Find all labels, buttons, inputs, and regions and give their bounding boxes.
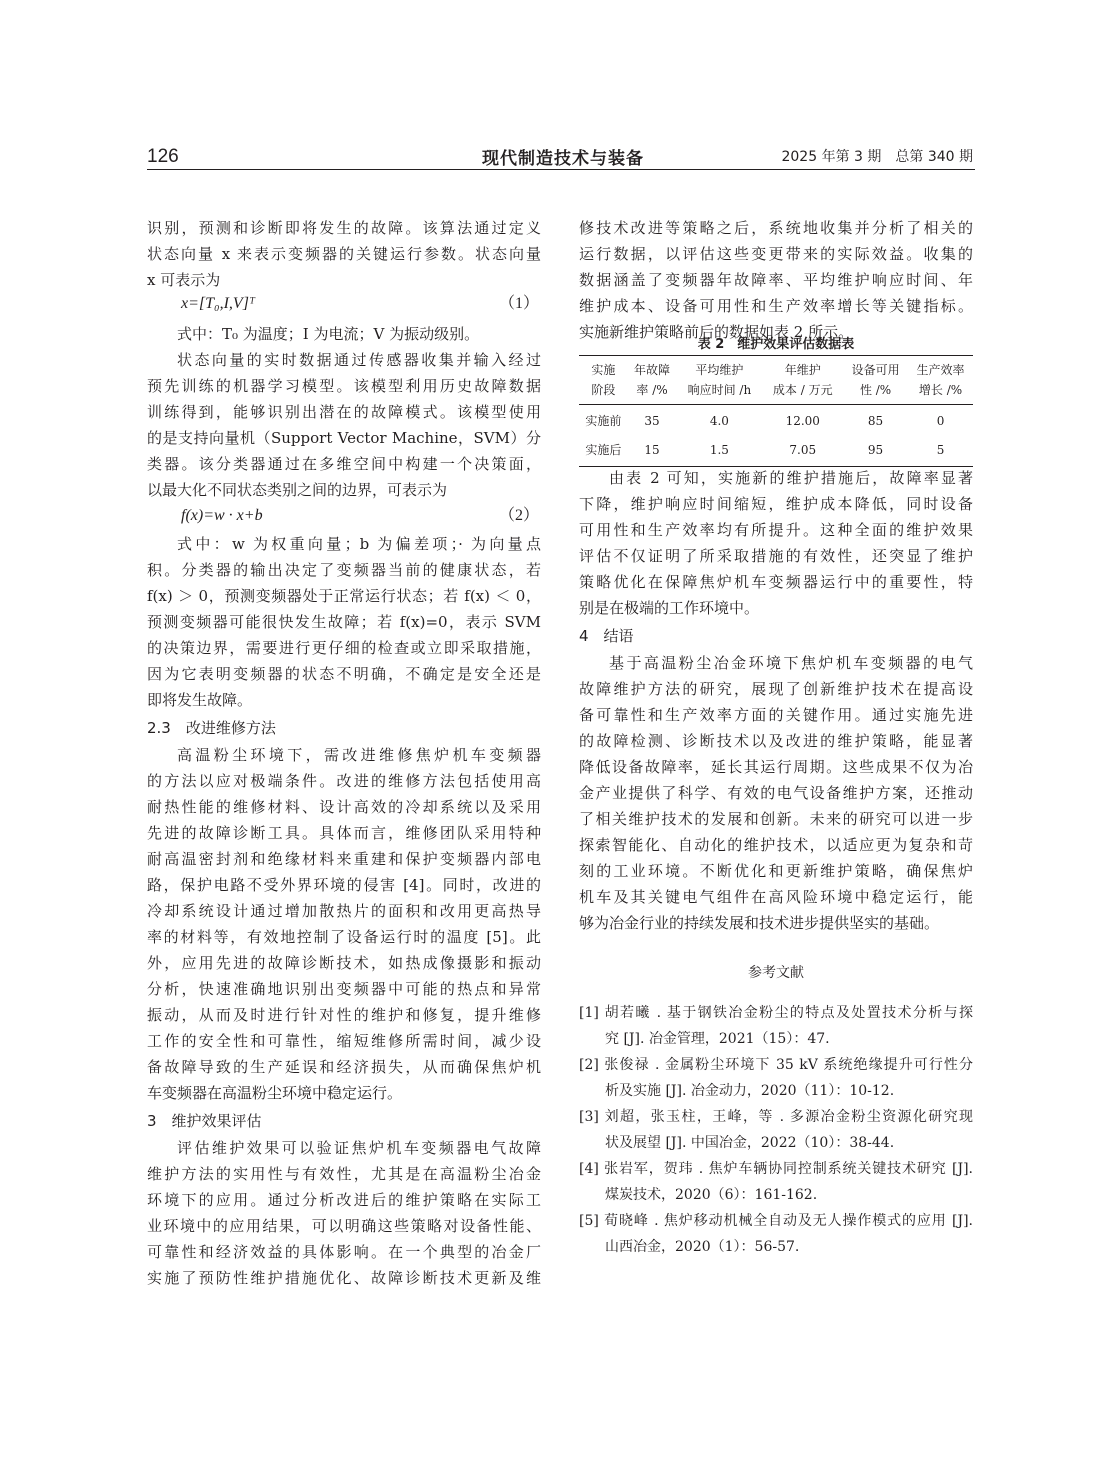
section-heading: 2.3 改进维修方法 (147, 719, 276, 737)
left-text-line: 的是支持向量机（Support Vector Machine，SVM）分 (147, 429, 541, 447)
left-text-line: 先进的故障诊断工具。具体而言，维修团队采用特种 (147, 824, 541, 842)
reference-item-continuation: 究 [J]. 冶金管理，2021（15）：47. (605, 1031, 830, 1047)
header-text: 阶段 (591, 383, 616, 397)
equation-expression: x=[T₀,I,V]ᵀ (181, 295, 256, 312)
issue-info: 2025 年第 3 期 总第 340 期 (781, 149, 973, 165)
left-text-line: 实施了预防性维护措施优化、故障诊断技术更新及维 (147, 1269, 541, 1287)
left-text-line: 状态向量的实时数据通过传感器收集并输入经过 (177, 351, 541, 369)
right-text-line: 维护成本、设备可用性和生产效率增长等关键指标。 (579, 297, 973, 315)
references-title: 参考文献 (748, 965, 804, 981)
left-text-line: 的方法以应对极端条件。改进的维修方法包括使用高 (147, 772, 541, 790)
right-text-line: 实施新维护策略前后的数据如表 2 所示。 (579, 323, 854, 341)
left-text-line: 环境下的应用。通过分析改进后的维护策略在实际工 (147, 1191, 541, 1209)
left-text-line: 状态向量 x 来表示变频器的关键运行参数。状态向量 (147, 245, 541, 263)
reference-item-continuation: 煤炭技术，2020（6）：161-162. (605, 1187, 818, 1203)
right-text-line: 可用性和生产效率均有所提升。这种全面的维护效果 (579, 521, 973, 539)
equation-number: （2） (498, 507, 539, 524)
right-text-line: 金产业提供了科学、有效的电气设备维护方案，还推动 (579, 784, 973, 802)
page-header (147, 143, 975, 169)
left-text-line: 振动，从而及时进行针对性的维护和修复，提升维修 (147, 1006, 541, 1024)
left-text-line: f(x) ＞ 0，预测变频器处于正常运行状态；若 f(x) ＜ 0， (147, 587, 541, 605)
left-text-line: 评估维护效果可以验证焦炉机车变频器电气故障 (177, 1139, 541, 1157)
right-text-line: 基于高温粉尘冶金环境下焦炉机车变频器的电气 (609, 654, 973, 672)
left-text-line: 车变频器在高温粉尘环境中稳定运行。 (147, 1084, 403, 1102)
left-text-line: 备故障导致的生产延误和经济损失，从而确保焦炉机 (147, 1058, 541, 1076)
table-cell: 4.0 (709, 414, 729, 428)
header-text: 生产效率 (916, 363, 965, 377)
table-header-cell (579, 356, 628, 405)
left-text-line: 因为它表明变频器的状态不明确，不确定是安全还是 (147, 665, 541, 683)
page-number: 126 (147, 146, 179, 167)
table-header-cell (843, 356, 908, 405)
table-header-cell (628, 356, 677, 405)
left-text-line: 式中：w 为权重向量；b 为偏差项；· 为向量点 (177, 535, 541, 553)
left-text-line: 外，应用先进的故障诊断技术，如热成像摄影和振动 (147, 954, 541, 972)
reference-item-continuation: 析及实施 [J]. 冶金动力，2020（11）：10-12. (605, 1083, 895, 1099)
left-text-line: 冷却系统设计通过增加散热片的面积和改用更高热导 (147, 902, 541, 920)
left-text-line: 类器。该分类器通过在多维空间中构建一个决策面， (147, 455, 541, 473)
header-text: 实施 (591, 363, 616, 377)
reference-item: [4] 张岩军，贺玮 . 焦炉车辆协同控制系统关键技术研究 [J]. (579, 1161, 973, 1177)
table-cell: 实施前 (585, 414, 622, 428)
table-cell: 1.5 (676, 437, 762, 467)
left-text-line: 耐热性能的维修材料、设计高效的冷却系统以及采用 (147, 798, 541, 816)
right-text-line: 策略优化在保障焦炉机车变频器运行中的重要性，特 (579, 573, 973, 591)
right-text-line: 由表 2 可知，实施新的维护措施后，故障率显著 (609, 469, 973, 487)
table-cell: 12.00 (785, 414, 820, 428)
right-text-line: 刻的工业环境。不断优化和更新维护策略，确保焦炉 (579, 862, 973, 880)
table-cell: 5 (908, 437, 973, 467)
journal-title: 现代制造技术与装备 (482, 149, 644, 169)
left-text-line: 路，保护电路不受外界环境的侵害 [4]。同时，改进的 (147, 876, 541, 894)
left-text-line: 式中：T₀ 为温度；I 为电流；V 为振动级别。 (177, 325, 480, 343)
table-cell: 0 (936, 414, 945, 428)
right-text-line: 探索智能化、自动化的维护技术，以适应更为复杂和苛 (579, 836, 973, 854)
left-text-line: 分析，快速准确地识别出变频器中可能的热点和异常 (147, 980, 541, 998)
header-text: 响应时间 /h (687, 383, 752, 397)
header-text: 成本 / 万元 (772, 383, 833, 397)
table-cell: 7.05 (762, 437, 843, 467)
right-text-line: 评估不仅证明了所采取措施的有效性，还突显了维护 (579, 547, 973, 565)
left-text-line: 率的材料等，有效地控制了设备运行时的温度 [5]。此 (147, 928, 541, 946)
section-heading: 4 结语 (579, 627, 634, 645)
header-text: 年故障 (634, 363, 671, 377)
left-text-line: 的决策边界，需要进行更仔细的检查或立即采取措施， (147, 639, 541, 657)
reference-item: [3] 刘超，张玉柱，王峰，等 . 多源冶金粉尘资源化研究现 (579, 1109, 973, 1125)
equation-expression: f(x)=w · x+b (181, 507, 263, 524)
section-heading: 3 维护效果评估 (147, 1112, 262, 1130)
left-text-line: 识别，预测和诊断即将发生的故障。该算法通过定义 (147, 219, 541, 237)
table-2 (579, 355, 973, 467)
right-text-line: 别是在极端的工作环境中。 (579, 599, 760, 617)
left-text-line: 积。分类器的输出决定了变频器当前的健康状态，若 (147, 561, 541, 579)
right-text-line: 降低设备故障率，延长其运行周期。这些成果不仅为冶 (579, 758, 973, 776)
reference-item: [2] 张俊禄 . 金属粉尘环境下 35 kV 系统绝缘提升可行性分 (579, 1057, 973, 1073)
header-text: 平均维护 (695, 363, 744, 377)
left-text-line: 预测变频器可能很快发生故障；若 f(x)=0，表示 SVM (147, 613, 541, 631)
right-text-line: 备可靠性和生产效率方面的关键作用。通过实施先进 (579, 706, 973, 724)
table-cell: 95 (843, 437, 908, 467)
table-cell: 85 (867, 414, 884, 428)
table-header-cell (762, 356, 843, 405)
table-cell: 35 (644, 414, 660, 428)
right-text-line: 故障维护方法的研究，展现了创新维护技术在提高设 (579, 680, 973, 698)
reference-item: [1] 胡若曦 . 基于钢铁冶金粉尘的特点及处置技术分析与探 (579, 1005, 973, 1021)
right-text-line: 数据涵盖了变频器年故障率、平均维护响应时间、年 (579, 271, 973, 289)
left-text-line: 业环境中的应用结果，可以明确这些策略对设备性能、 (147, 1217, 541, 1235)
right-text-line: 下降，维护响应时间缩短，维护成本降低，同时设备 (579, 495, 973, 513)
right-text-line: 够为冶金行业的持续发展和技术进步提供坚实的基础。 (579, 914, 940, 932)
table-header-cell (908, 356, 973, 405)
right-text-line: 运行数据，以评估这些变更带来的实际效益。收集的 (579, 245, 973, 263)
reference-item-continuation: 状及展望 [J]. 中国冶金，2022（10）：38-44. (605, 1135, 895, 1151)
right-text-line: 修技术改进等策略之后，系统地收集并分析了相关的 (579, 219, 973, 237)
right-text-line: 机车及其关键电气组件在高风险环境中稳定运行，能 (579, 888, 973, 906)
table-caption: 表 2 维护效果评估数据表 (697, 337, 855, 352)
left-text-line: 以最大化不同状态类别之间的边界，可表示为 (147, 481, 448, 499)
left-text-line: x 可表示为 (147, 271, 221, 289)
reference-item-continuation: 山西冶金，2020（1）：56-57. (605, 1239, 800, 1255)
equation-2 (147, 503, 541, 529)
table-row (579, 405, 973, 438)
table-cell: 实施后 (579, 437, 628, 467)
left-text-line: 耐高温密封剂和绝缘材料来重建和保护变频器内部电 (147, 850, 541, 868)
left-text-line: 即将发生故障。 (147, 691, 253, 709)
right-text-line: 的故障检测、诊断技术以及改进的维护策略，能显著 (579, 732, 973, 750)
header-text: 增长 /% (918, 383, 963, 397)
header-text: 性 /% (859, 383, 892, 397)
reference-item: [5] 荀晓峰 . 焦炉移动机械全自动及无人操作模式的应用 [J]. (579, 1213, 973, 1229)
table-row (579, 437, 973, 467)
header-rule (147, 169, 975, 170)
equation-number: （1） (498, 295, 539, 312)
left-text-line: 训练得到，能够识别出潜在的故障模式。该模型使用 (147, 403, 541, 421)
header-text: 年维护 (784, 363, 821, 377)
left-text-line: 维护方法的实用性与有效性，尤其是在高温粉尘冶金 (147, 1165, 541, 1183)
left-text-line: 高温粉尘环境下，需改进维修焦炉机车变频器 (177, 746, 541, 764)
left-text-line: 预先训练的机器学习模型。该模型利用历史故障数据 (147, 377, 541, 395)
header-text: 率 /% (636, 383, 668, 397)
table-cell: 15 (628, 437, 677, 467)
table-header-cell (676, 356, 762, 405)
left-text-line: 可靠性和经济效益的具体影响。在一个典型的冶金厂 (147, 1243, 541, 1261)
equation-1 (147, 291, 541, 317)
left-text-line: 工作的安全性和可靠性，缩短维修所需时间，减少设 (147, 1032, 541, 1050)
header-text: 设备可用 (851, 363, 900, 377)
right-text-line: 了相关维护技术的发展和创新。未来的研究可以进一步 (579, 810, 973, 828)
